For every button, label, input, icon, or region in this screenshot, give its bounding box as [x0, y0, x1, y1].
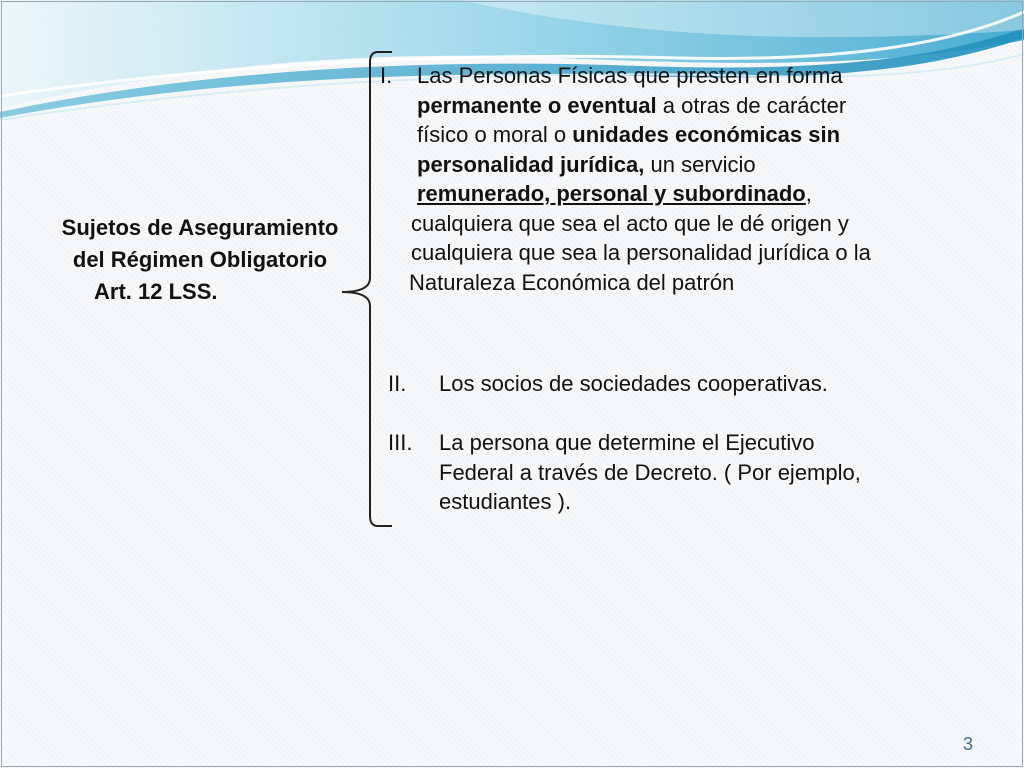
- item-1-line7: cualquiera que sea la personalidad jurídica o la: [411, 240, 871, 265]
- item-1-line4: [417, 150, 871, 180]
- left-heading: [30, 212, 370, 308]
- item-2-text: Los socios de sociedades cooperativas.: [439, 371, 828, 396]
- item-1-line3-start: físico o moral o: [417, 122, 573, 147]
- item-1-bold-permanente: permanente o eventual: [417, 92, 657, 118]
- item-3: [388, 428, 861, 517]
- item-1-line5: [417, 179, 871, 209]
- item-1-line3: [417, 120, 871, 150]
- item-3-numeral: III.: [388, 430, 413, 455]
- page-number: 3: [962, 734, 973, 754]
- item-1: [380, 61, 871, 297]
- item-3-line3: estudiantes ).: [439, 489, 572, 514]
- item-1-line8: Naturaleza Económica del patrón: [409, 269, 735, 295]
- item-3-line1: La persona que determine el Ejecutivo: [439, 430, 815, 455]
- left-heading-line1: Sujetos de Aseguramiento: [61, 215, 339, 240]
- item-1-bold-underlined: remunerado, personal y subordinado: [417, 181, 806, 206]
- item-2: [388, 369, 828, 399]
- item-1-line2-rest: a otras de carácter: [656, 92, 847, 118]
- left-heading-line2: del Régimen Obligatorio: [72, 247, 328, 272]
- left-heading-line3: Art. 12 LSS.: [94, 279, 218, 304]
- item-1-line1: Las Personas Físicas que presten en forma: [417, 63, 843, 88]
- item-1-line5-rest: ,: [805, 181, 812, 206]
- item-1-line4-rest: un servicio: [644, 151, 756, 177]
- item-1-numeral: I.: [380, 63, 393, 88]
- item-1-line6: cualquiera que sea el acto que le dé origen y: [411, 210, 849, 236]
- item-1-line2: [417, 91, 871, 121]
- item-1-bold-unidades: unidades económicas sin: [572, 122, 841, 147]
- item-3-line2: Federal a través de Decreto. ( Por ejemplo,: [439, 459, 861, 485]
- item-1-bold-personalidad: personalidad jurídica,: [417, 151, 645, 177]
- item-2-numeral: II.: [388, 371, 407, 396]
